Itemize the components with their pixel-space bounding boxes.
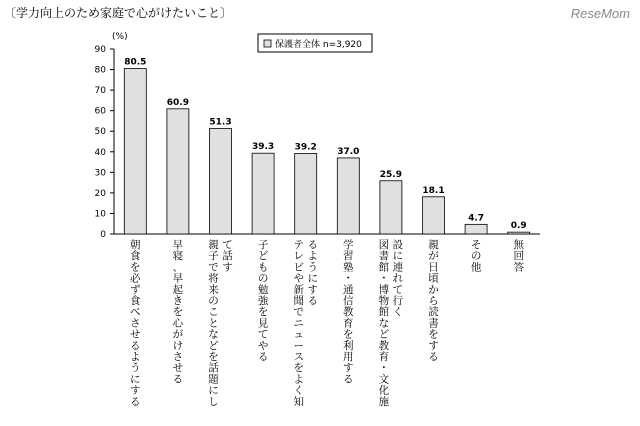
category-label-char: 勉: [257, 283, 269, 296]
category-label-char: よ: [307, 250, 318, 263]
category-label-char: 題: [208, 373, 219, 386]
category-label-char: な: [208, 328, 219, 341]
category-label-char: テ: [293, 239, 304, 251]
category-label-char: 教: [343, 306, 354, 319]
category-label-char: 寝: [172, 250, 184, 263]
category-label-char: 読: [428, 306, 439, 319]
category-label-char: を: [293, 362, 304, 375]
category-label-char: く: [392, 306, 404, 319]
category-label-char: せ: [172, 362, 184, 375]
category-label-char: す: [428, 339, 439, 352]
category-label-char: す: [130, 384, 141, 397]
bar: [337, 158, 359, 234]
category-label-char: 答: [513, 261, 524, 274]
value-label: 39.3: [251, 142, 275, 153]
legend-label: 保護者全体 n=3,920: [275, 40, 362, 50]
category-label-char: る: [428, 351, 439, 363]
category-label-char: や: [293, 272, 304, 285]
category-label-char: 無: [513, 239, 524, 251]
category-label-char: ス: [293, 351, 304, 363]
category-label-char: 書: [428, 317, 439, 330]
category-label-char: や: [257, 339, 269, 352]
category-label-char: 利: [343, 339, 354, 352]
category-label-char: 食: [130, 295, 141, 307]
category-label-char: 強: [257, 295, 269, 307]
y-tick-label: 60: [94, 106, 106, 117]
y-tick-label: 90: [94, 45, 106, 55]
category-label-char: ー: [293, 339, 304, 352]
value-label: 37.0: [337, 146, 360, 157]
category-label-char: 通: [343, 283, 354, 296]
category-label-char: ら: [428, 295, 439, 307]
category-label-char: 食: [130, 250, 141, 263]
bar: [423, 197, 445, 234]
category-label-char: が: [172, 328, 184, 341]
category-label-char: き: [172, 295, 184, 307]
category-label-char: せ: [130, 328, 141, 341]
value-label: 0.9: [510, 221, 527, 232]
category-label-char: に: [130, 373, 141, 386]
category-label-char: 館: [378, 306, 390, 319]
category-label-char: 物: [378, 295, 390, 307]
category-label-char: ・: [378, 362, 390, 375]
category-label-char: 博: [378, 283, 390, 296]
category-label-char: 施: [378, 395, 390, 408]
category-label-char: て: [392, 283, 404, 296]
category-label-char: 早: [172, 272, 184, 285]
y-tick-label: 80: [94, 65, 106, 76]
category-label-char: 子: [257, 239, 269, 251]
category-label-char: ュ: [293, 328, 304, 341]
category-label-char: で: [293, 306, 304, 319]
category-label-char: う: [307, 261, 318, 274]
watermark-logo: ReseMom: [570, 6, 630, 21]
category-label-char: 朝: [130, 239, 141, 251]
category-label-char: ・: [343, 272, 354, 285]
y-tick-label: 40: [94, 147, 106, 158]
category-label-char: 習: [343, 250, 354, 263]
category-label-char: 来: [208, 283, 219, 296]
category-label-char: る: [257, 351, 269, 363]
category-label-char: を: [343, 328, 354, 341]
category-label-char: 連: [392, 261, 404, 274]
category-label-char: を: [428, 328, 439, 341]
bar: [252, 153, 274, 234]
bar: [295, 153, 317, 234]
category-label-char: 親: [208, 239, 219, 251]
category-label-char: レ: [293, 250, 304, 263]
category-label-char: ビ: [293, 261, 304, 274]
category-label-char: 育: [343, 317, 354, 330]
category-label-char: う: [130, 362, 141, 375]
category-label-char: ど: [208, 339, 219, 352]
category-label-char: が: [428, 250, 439, 263]
category-label-char: 見: [257, 317, 269, 330]
chart-title: 〔学力向上のため家庭で心がけたいこと〕: [4, 6, 233, 20]
category-label-char: る: [130, 339, 141, 352]
bar: [380, 181, 402, 234]
category-label-char: そ: [470, 239, 482, 251]
bar: [167, 109, 189, 234]
category-label-char: 設: [392, 239, 404, 251]
value-label: 60.9: [166, 97, 190, 108]
bar: [210, 129, 232, 234]
category-label-char: の: [208, 295, 219, 307]
value-label: 39.2: [294, 142, 317, 153]
category-label-char: く: [293, 384, 304, 397]
category-label-char: 化: [378, 384, 390, 397]
category-label-char: て: [257, 328, 269, 341]
category-label-char: 文: [378, 373, 390, 386]
category-label-char: ・: [378, 272, 390, 285]
category-label-char: 学: [343, 239, 354, 251]
y-tick-label: 10: [94, 209, 106, 220]
category-label-char: 話: [208, 362, 219, 375]
category-label-char: 起: [172, 283, 184, 296]
category-label-char: 将: [208, 272, 219, 285]
category-label-char: ど: [378, 328, 390, 341]
category-label-char: 信: [343, 295, 354, 307]
category-label-char: を: [130, 261, 141, 274]
category-label-char: 教: [378, 339, 390, 352]
category-label-char: し: [208, 395, 219, 408]
category-label-char: か: [428, 283, 439, 296]
y-tick-label: 30: [94, 168, 106, 179]
category-label-char: る: [307, 239, 318, 251]
category-label-char: ニ: [293, 317, 304, 330]
value-label: 4.7: [468, 213, 485, 224]
category-label-char: 話: [222, 250, 233, 263]
category-label-char: 子: [208, 250, 219, 263]
category-label-char: 聞: [293, 295, 304, 307]
category-label-char: な: [378, 317, 390, 330]
category-label-char: と: [208, 317, 219, 330]
category-label-char: す: [222, 261, 233, 274]
y-tick-label: 0: [100, 230, 106, 240]
y-tick-label: 20: [94, 188, 106, 199]
category-label-char: 、: [172, 261, 184, 274]
category-label-char: 早: [172, 239, 184, 251]
category-label-char: を: [257, 306, 269, 319]
category-label-char: る: [307, 295, 318, 307]
category-label-char: さ: [172, 351, 184, 363]
category-label-char: れ: [392, 272, 404, 285]
bar: [465, 224, 487, 234]
y-axis-label: (%): [112, 32, 128, 42]
category-label-char: を: [208, 351, 219, 363]
category-label-char: る: [130, 395, 141, 408]
category-label-char: よ: [130, 351, 141, 363]
category-label-char: 図: [378, 239, 390, 251]
category-label-char: 知: [293, 395, 304, 408]
category-label-char: 育: [378, 351, 390, 363]
bar: [508, 232, 530, 234]
category-label-char: に: [208, 384, 219, 397]
y-tick-label: 50: [94, 127, 106, 138]
category-label-char: け: [172, 339, 184, 352]
category-label-char: を: [172, 306, 184, 319]
legend-swatch: [264, 40, 271, 47]
value-label: 25.9: [379, 169, 403, 180]
category-label-char: る: [172, 373, 184, 386]
value-label: 18.1: [422, 185, 445, 196]
category-label-char: 日: [428, 261, 439, 274]
category-label-char: 新: [293, 283, 304, 296]
category-label-char: 行: [392, 295, 404, 307]
bar: [124, 69, 146, 234]
category-label-char: に: [307, 272, 318, 285]
category-label-char: ど: [257, 250, 269, 263]
category-label-char: で: [208, 261, 219, 274]
category-label-char: ず: [130, 283, 141, 296]
value-label: 80.5: [124, 57, 147, 68]
category-label-char: す: [307, 283, 318, 296]
category-label-char: べ: [130, 306, 141, 319]
category-label-char: る: [343, 373, 354, 386]
category-label-char: 館: [378, 261, 390, 274]
category-label-char: よ: [293, 373, 304, 386]
category-label-char: に: [392, 250, 404, 263]
value-label: 51.3: [209, 117, 232, 128]
category-label-char: 他: [470, 261, 482, 274]
category-label-char: 必: [130, 272, 141, 285]
category-label-char: 親: [428, 239, 439, 251]
category-label-char: 塾: [343, 261, 354, 274]
category-label-char: さ: [130, 317, 141, 330]
category-label-char: 回: [513, 250, 524, 263]
category-label-char: の: [257, 272, 269, 285]
category-label-char: す: [343, 362, 354, 375]
category-label-char: も: [257, 261, 269, 274]
category-label-char: て: [222, 239, 233, 251]
category-label-char: 頃: [428, 272, 439, 285]
category-label-char: 書: [378, 250, 390, 263]
category-label-char: の: [470, 250, 482, 263]
category-label-char: 用: [343, 351, 354, 363]
category-label-char: 心: [172, 317, 184, 330]
y-tick-label: 70: [94, 86, 106, 97]
category-label-char: こ: [208, 306, 219, 319]
